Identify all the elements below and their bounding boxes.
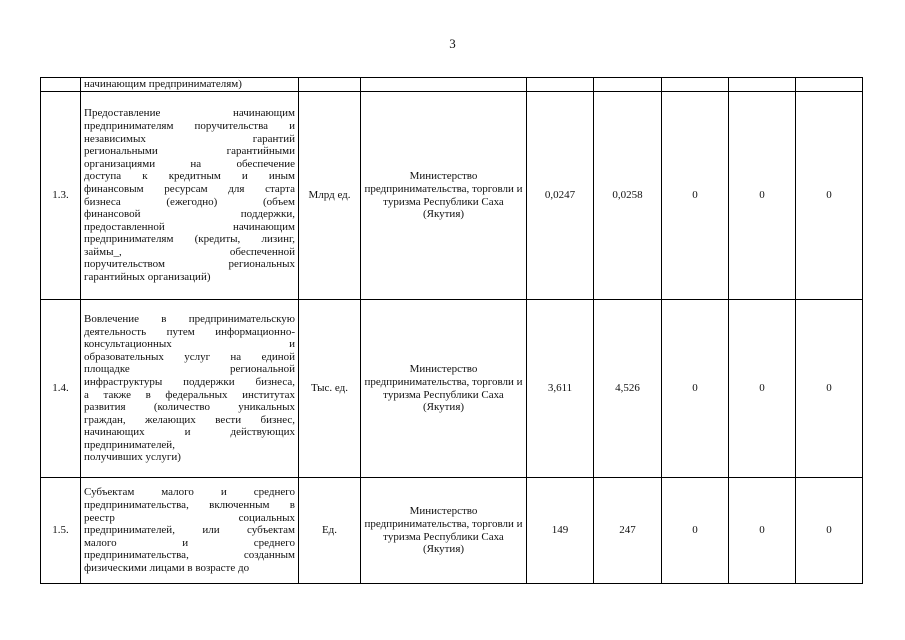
description-line: независимых гарантий — [84, 132, 295, 145]
value-cell: 0 — [729, 478, 796, 584]
description-line: консультационных и — [84, 338, 295, 351]
value-cell: 4,526 — [594, 300, 662, 478]
row-description — [81, 478, 299, 584]
description-line: начинающих и действующих — [84, 426, 295, 439]
row-description — [81, 92, 299, 300]
value-cell: 0 — [796, 478, 863, 584]
description-line: реестр социальных — [84, 511, 295, 524]
description-line: Предоставление начинающим — [84, 107, 295, 120]
description-line: финансовой поддержки, — [84, 208, 295, 221]
description-line: образовательных услуг на единой — [84, 350, 295, 363]
empty-cell — [299, 78, 361, 92]
description-line: граждан, желающих вести бизнес, — [84, 413, 295, 426]
row-description: начинающим предпринимателям) — [81, 78, 299, 92]
row-number — [41, 78, 81, 92]
description-line: предпринимателей, или субъектам — [84, 524, 295, 537]
description-line: предпринимателям (кредиты, лизинг, — [84, 233, 295, 246]
responsible-org-cell: Министерство предпринимательства, торговли и туризма Республики Саха (Якутия) — [361, 92, 527, 300]
responsible-org-cell: Министерство предпринимательства, торговли и туризма Республики Саха (Якутия) — [361, 300, 527, 478]
description-line: инфраструктуры поддержки бизнеса, — [84, 375, 295, 388]
page-number: 3 — [449, 36, 456, 51]
description-line: получивших услуги) — [84, 451, 181, 464]
description-line: финансовым ресурсам для старта — [84, 182, 295, 195]
table-row — [41, 478, 863, 584]
description-line: гарантийных организаций) — [84, 271, 211, 284]
description-line: организациями на обеспечение — [84, 157, 295, 170]
unit-cell: Тыс. ед. — [299, 300, 361, 478]
description-line: Вовлечение в предпринимательскую — [84, 312, 295, 325]
description-line: развития (количество уникальных — [84, 401, 295, 414]
row-number: 1.5. — [41, 478, 81, 584]
description-line: бизнеса (ежегодно) (объем — [84, 195, 295, 208]
description-line: а также в федеральных институтах — [84, 388, 295, 401]
value-cell: 149 — [527, 478, 594, 584]
description-line: деятельность путем информационно- — [84, 325, 295, 338]
responsible-org-cell: Министерство предпринимательства, торговли и туризма Республики Саха (Якутия) — [361, 478, 527, 584]
row-number: 1.3. — [41, 92, 81, 300]
indicators-table — [40, 77, 863, 584]
description-line: предпринимательства, созданным — [84, 549, 295, 562]
value-cell: 0 — [729, 300, 796, 478]
description-line: предпринимателей, — [84, 438, 175, 451]
value-cell: 0 — [662, 92, 729, 300]
empty-cell — [796, 78, 863, 92]
value-cell: 247 — [594, 478, 662, 584]
description-line: предпринимательства, включенным в — [84, 499, 295, 512]
empty-cell — [361, 78, 527, 92]
description-line: поручительством региональных — [84, 258, 295, 271]
description-line: доступа к кредитным и иным — [84, 170, 295, 183]
table-row — [41, 300, 863, 478]
row-description — [81, 300, 299, 478]
value-cell: 0 — [796, 92, 863, 300]
value-cell: 0,0247 — [527, 92, 594, 300]
description-line: региональными гарантийными — [84, 145, 295, 158]
value-cell: 0 — [662, 478, 729, 584]
description-line: предоставленной начинающим — [84, 220, 295, 233]
unit-cell: Ед. — [299, 478, 361, 584]
empty-cell — [729, 78, 796, 92]
empty-cell — [662, 78, 729, 92]
table-row-continuation — [41, 78, 863, 92]
description-line: малого и среднего — [84, 536, 295, 549]
table-row — [41, 92, 863, 300]
value-cell: 0 — [662, 300, 729, 478]
description-line: Субъектам малого и среднего — [84, 486, 295, 499]
empty-cell — [594, 78, 662, 92]
description-line: предпринимателям поручительства и — [84, 119, 295, 132]
value-cell: 3,611 — [527, 300, 594, 478]
unit-cell: Млрд ед. — [299, 92, 361, 300]
value-cell: 0,0258 — [594, 92, 662, 300]
row-number: 1.4. — [41, 300, 81, 478]
empty-cell — [527, 78, 594, 92]
description-line: займы_, обеспеченной — [84, 245, 295, 258]
value-cell: 0 — [796, 300, 863, 478]
description-line: площадке региональной — [84, 363, 295, 376]
description-line: физическими лицами в возрасте до — [84, 561, 250, 574]
value-cell: 0 — [729, 92, 796, 300]
